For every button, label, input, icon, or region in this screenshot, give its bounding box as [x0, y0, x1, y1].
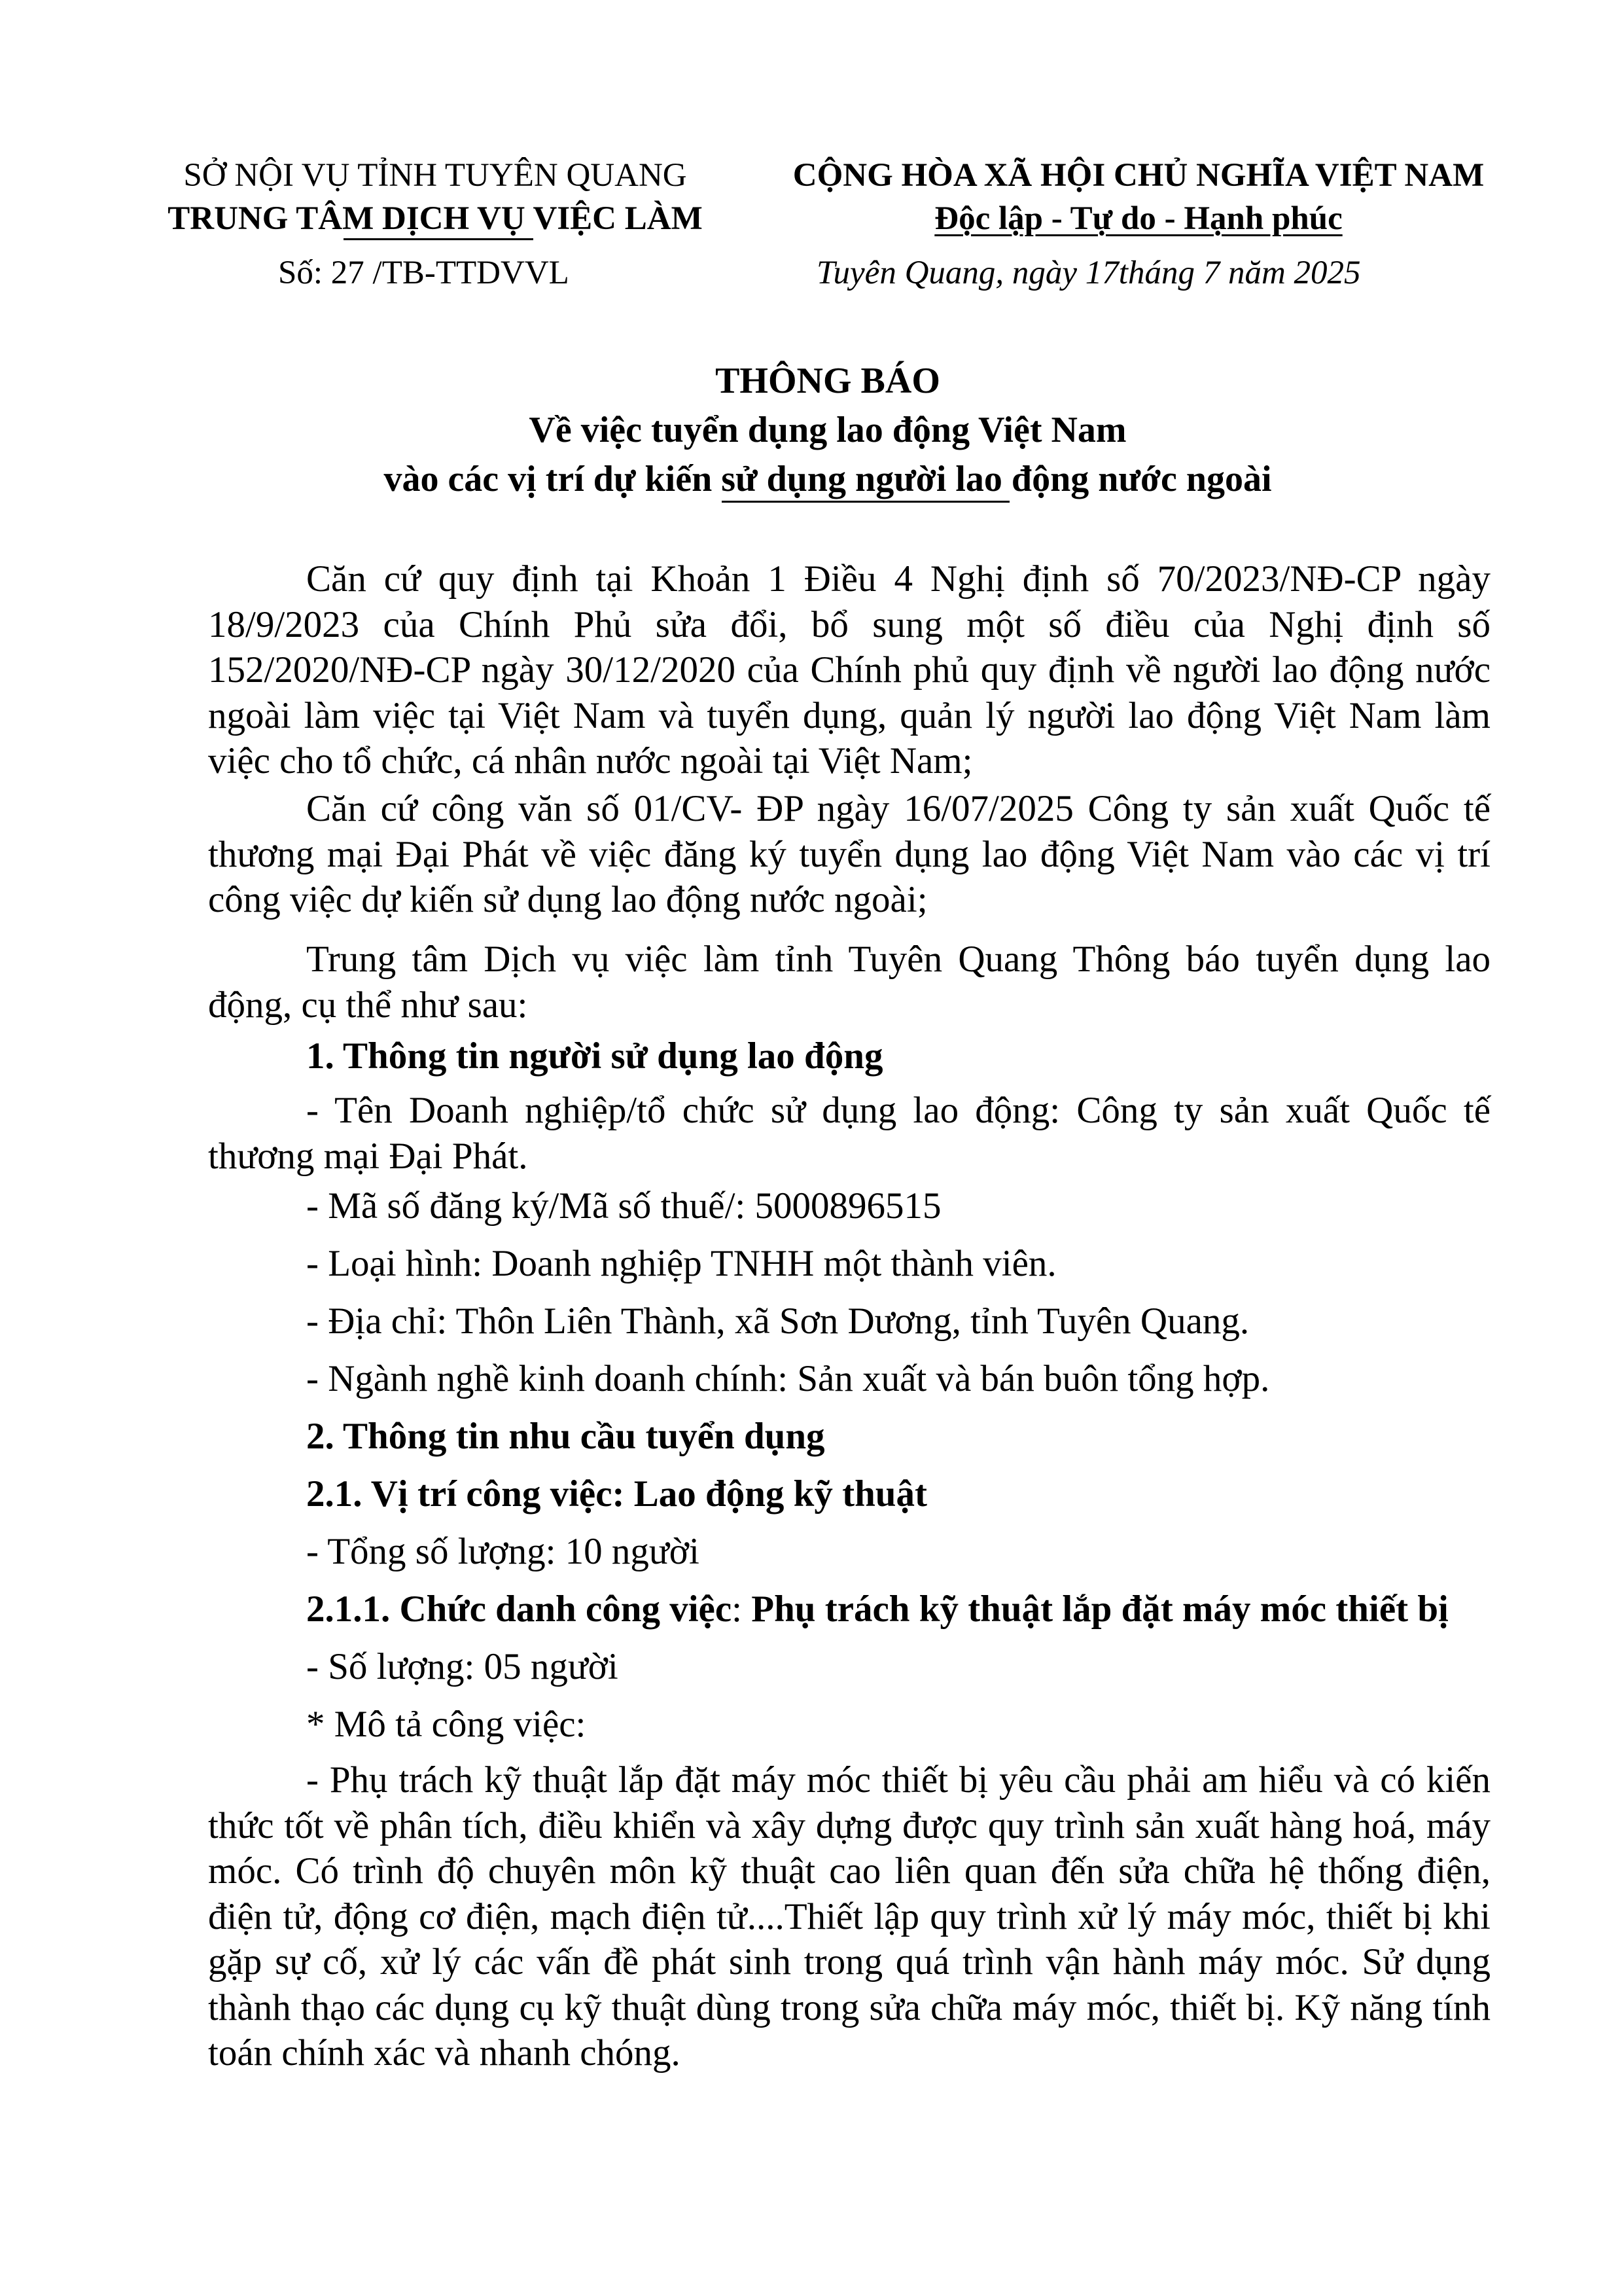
job-quantity: - Số lượng: 05 người: [306, 1646, 618, 1687]
section-1-heading: 1. Thông tin người sử dụng lao động: [306, 1035, 883, 1077]
section-2-heading: 2. Thông tin nhu cầu tuyển dụng: [306, 1416, 825, 1457]
national-motto: Độc lập - Tự do - Hạnh phúc: [934, 200, 1343, 237]
title-block: [147, 357, 1508, 504]
business-line: - Ngành nghề kinh doanh chính: Sản xuất và bán buôn tổng hợp.: [306, 1358, 1270, 1399]
issuer-block: [147, 154, 723, 240]
tax-code: - Mã số đăng ký/Mã số thuế/: 5000896515: [306, 1185, 942, 1227]
document-title: THÔNG BÁO: [715, 361, 940, 401]
company-name: - Tên Doanh nghiệp/tổ chức sử dụng lao động: Công ty sản xuất Quốc tế thương mại Đại Phát.: [208, 1090, 1491, 1177]
job-title: Phụ trách kỹ thuật lắp đặt máy móc thiết bị: [751, 1588, 1449, 1630]
company-type: - Loại hình: Doanh nghiệp TNHH một thành viên.: [306, 1243, 1057, 1284]
job-description-heading: * Mô tả công việc:: [306, 1704, 586, 1745]
section-2-1-heading: 2.1. Vị trí công việc: Lao động kỹ thuật: [306, 1473, 927, 1515]
legal-basis-paragraph-1: Căn cứ quy định tại Khoản 1 Điều 4 Nghị định số 70/2023/NĐ-CP ngày 18/9/2023 của Chính Phủ sửa đổi, bổ sung một số điều của Nghị định số 152/2020/NĐ-CP ngày 30/12/2020 của Chính phủ quy định về người lao động nước ngoài làm việc tại Việt Nam và tuyển dụng, quản lý người lao động Việt Nam làm việc cho tổ chức, cá nhân nước ngoài tại Việt Nam;: [208, 558, 1491, 781]
issuer-parent: SỞ NỘI VỤ TỈNH TUYÊN QUANG: [183, 157, 687, 194]
legal-basis-paragraph-2: Căn cứ công văn số 01/CV- ĐP ngày 16/07/2025 Công ty sản xuất Quốc tế thương mại Đại Phát về việc đăng ký tuyển dụng lao động Việt Nam vào các vị trí công việc dự kiến sử dụng lao động nước ngoài;: [208, 788, 1491, 920]
section-2-1-1-heading: [306, 1590, 1449, 1628]
document-number: Số: 27 /TB-TTDVVL: [278, 255, 569, 291]
document-subtitle-1: Về việc tuyển dụng lao động Việt Nam: [529, 410, 1127, 450]
job-title-label: 2.1.1. Chức danh công việc: [306, 1588, 732, 1630]
total-quantity: - Tổng số lượng: 10 người: [306, 1531, 699, 1572]
job-title-separator: :: [732, 1588, 752, 1630]
company-address: - Địa chỉ: Thôn Liên Thành, xã Sơn Dương, tỉnh Tuyên Quang.: [306, 1300, 1250, 1342]
country-name: CỘNG HÒA XÃ HỘI CHỦ NGHĨA VIỆT NAM: [792, 157, 1485, 194]
job-description: - Phụ trách kỹ thuật lắp đặt máy móc thiết bị yêu cầu phải am hiểu và có kiến thức tốt về phân tích, điều khiển và xây dựng được quy trình sản xuất hàng hoá, máy móc. Có trình độ chuyên môn kỹ thuật cao liên quan đến sửa chữa hệ thống điện, điện tử, động cơ điện, mạch điện tử....Thiết lập quy trình xử lý máy móc, thiết bị khi gặp sự cố, xử lý các vấn đề phát sinh trong quá trình vận hành máy móc. Sử dụng thành thạo các dụng cụ kỹ thuật dùng trong sửa chữa máy móc, thiết bị. Kỹ năng tính toán chính xác và nhanh chóng.: [208, 1759, 1491, 2073]
document-subtitle-2: vào các vị trí dự kiến sử dụng người lao động nước ngoài: [383, 459, 1272, 499]
issuer-name: TRUNG TÂM DỊCH VỤ VIỆC LÀM: [168, 200, 703, 237]
national-motto-block: [752, 154, 1525, 240]
announcement-paragraph: Trung tâm Dịch vụ việc làm tỉnh Tuyên Quang Thông báo tuyển dụng lao động, cụ thể như sau:: [208, 939, 1491, 1026]
issue-date: Tuyên Quang, ngày 17tháng 7 năm 2025: [817, 255, 1361, 291]
title-underline: [722, 501, 1010, 503]
issuer-underline: [344, 238, 533, 240]
